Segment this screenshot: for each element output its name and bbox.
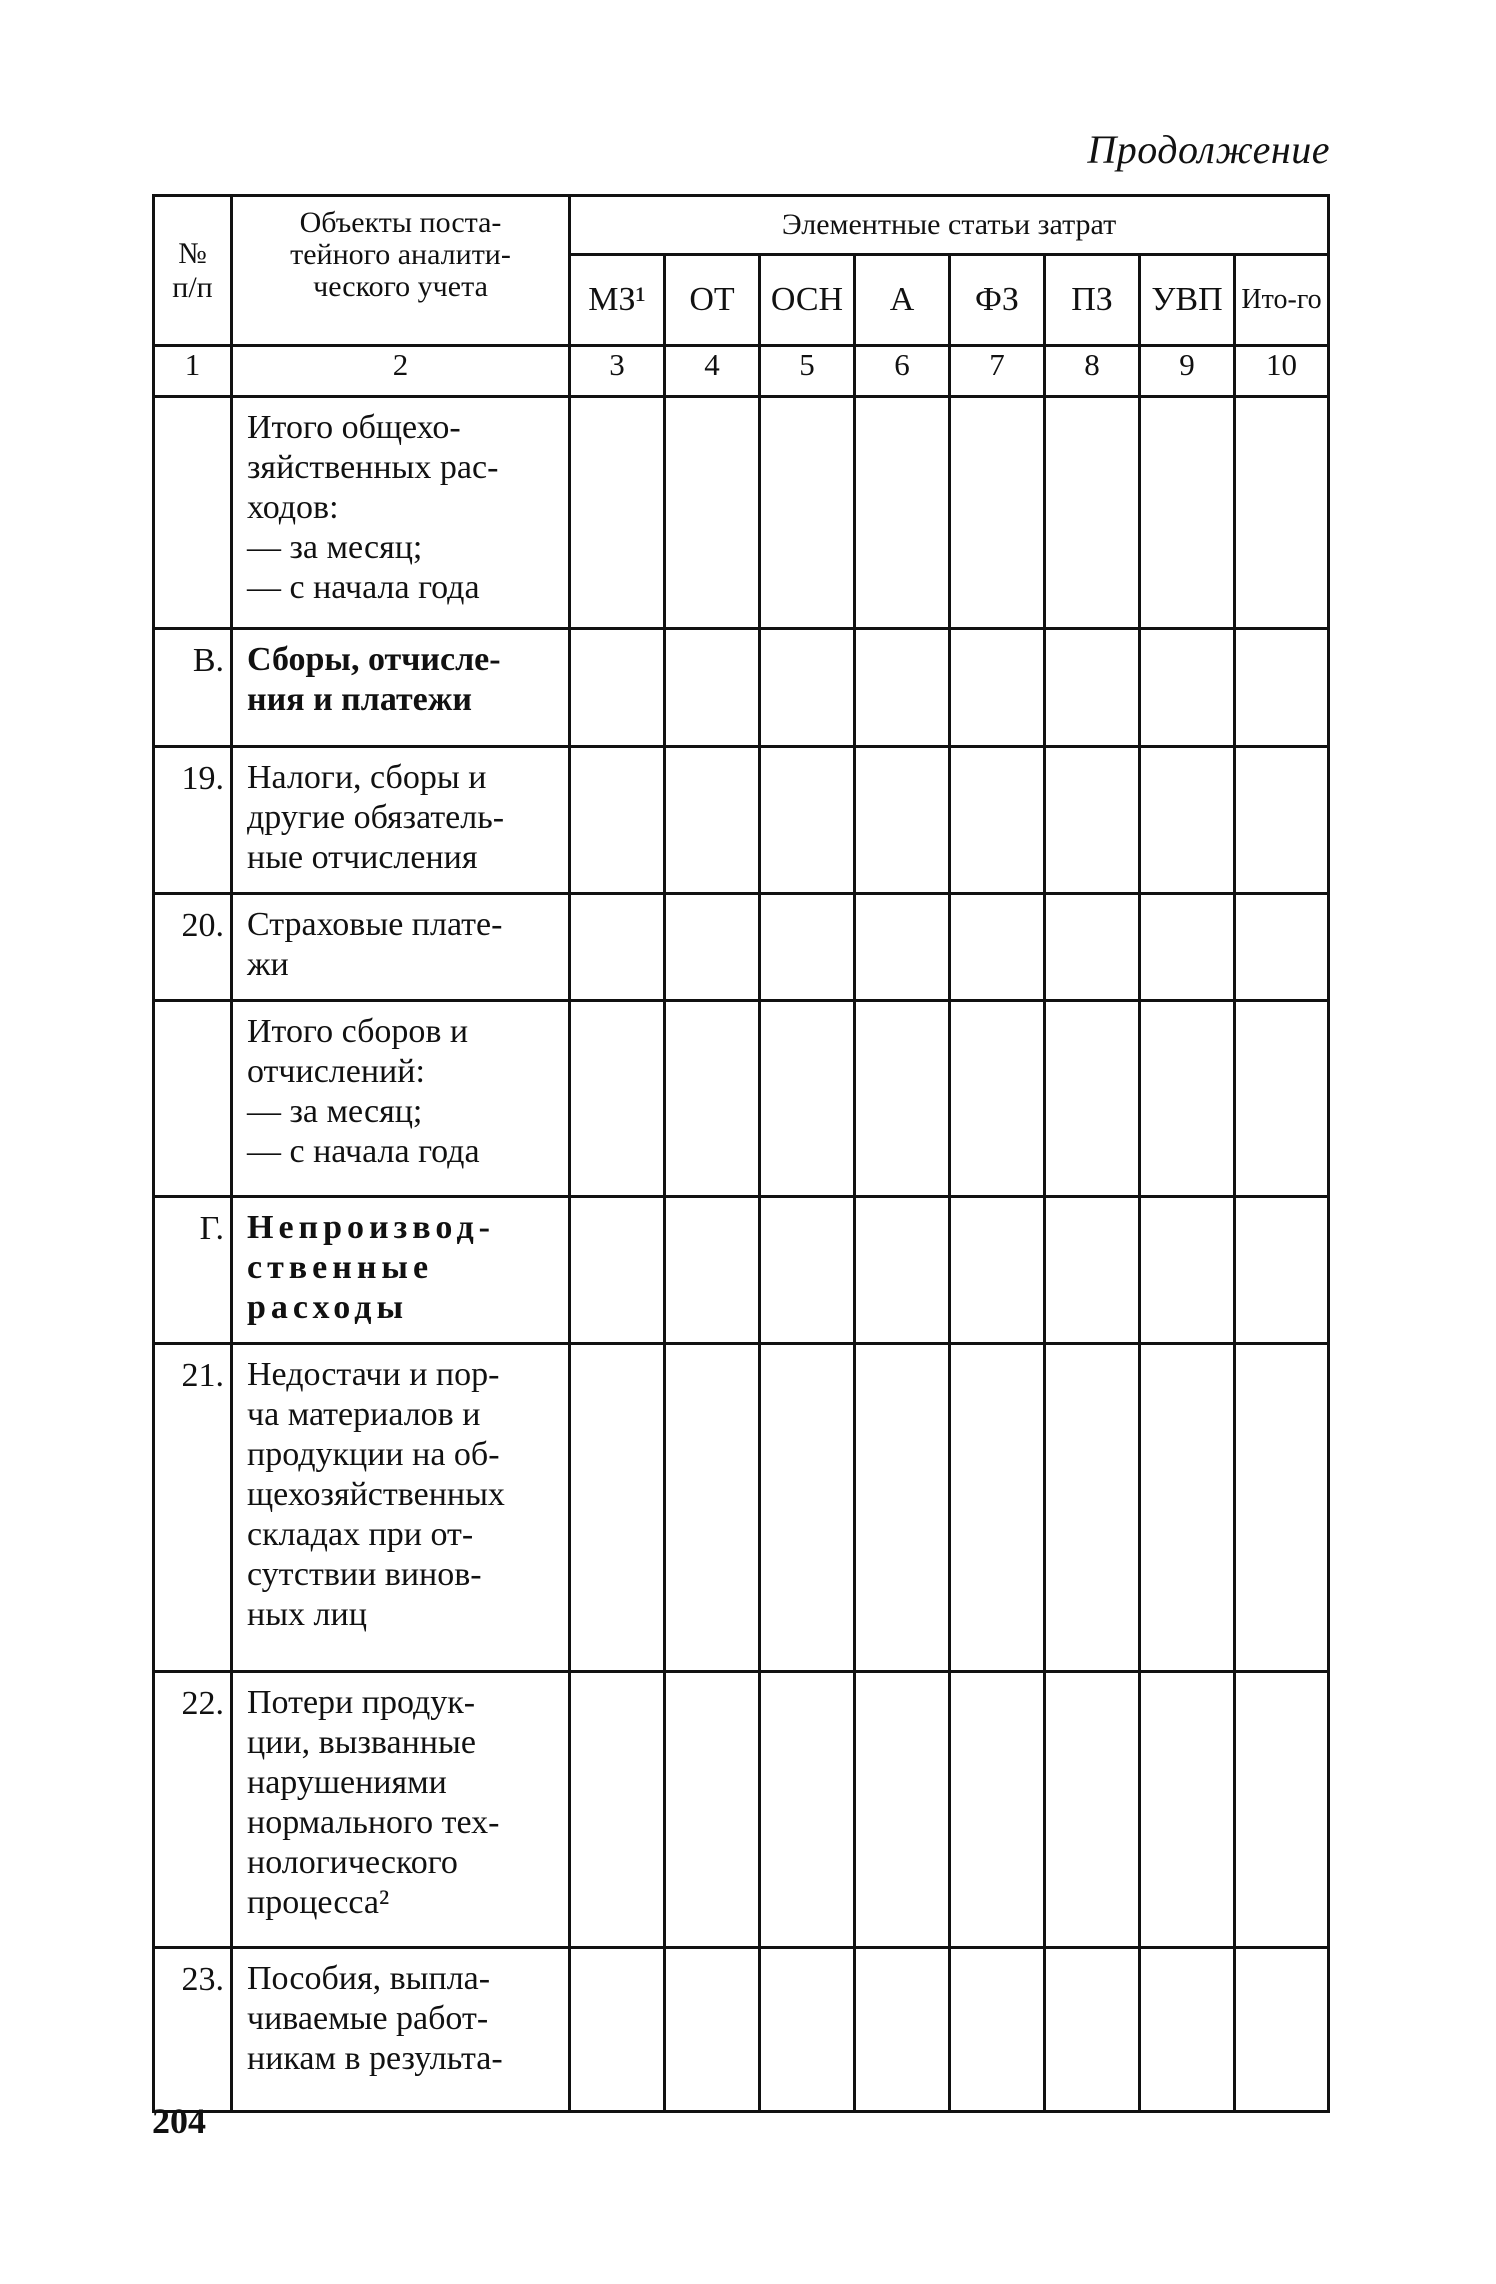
cost-cell: [760, 894, 855, 1001]
cost-cell: [1140, 747, 1235, 894]
cost-cell: [665, 629, 760, 747]
table-row: [154, 1948, 1329, 2112]
row-number: 19.: [154, 747, 232, 894]
cost-cell: [1045, 1197, 1140, 1344]
cost-cell: [1235, 1001, 1329, 1197]
cost-cell: [1140, 1197, 1235, 1344]
row-object: [232, 1672, 570, 1948]
cost-cell: [855, 747, 950, 894]
row-object: [232, 747, 570, 894]
cost-cell: [950, 894, 1045, 1001]
header-row-number: № п/п: [154, 196, 232, 346]
table-row: [154, 1001, 1329, 1197]
header-code: ПЗ: [1045, 255, 1140, 346]
object-line: Итого сборов и: [247, 1013, 469, 1050]
object-line: Страховые плате-: [247, 906, 503, 943]
cost-cell: [1140, 629, 1235, 747]
continuation-label: Продолжение: [1087, 127, 1330, 172]
section-heading: [232, 629, 570, 747]
object-line: Потери продук-: [247, 1684, 476, 1721]
cost-cell: [1140, 1672, 1235, 1948]
object-line: Недостачи и пор-: [247, 1356, 500, 1393]
object-line: Итого общехо-: [247, 409, 461, 446]
header-code: МЗ¹: [570, 255, 665, 346]
header-code: ФЗ: [950, 255, 1045, 346]
object-line: ственные расходы: [247, 1249, 434, 1326]
page-number: 204: [152, 2101, 206, 2141]
cost-cell: [1045, 1001, 1140, 1197]
column-number: 2: [232, 346, 570, 397]
cost-cell: [570, 629, 665, 747]
object-line: другие обязатель-: [247, 799, 505, 836]
section-heading: [232, 1197, 570, 1344]
cost-cell: [665, 1948, 760, 2112]
header-code: ОСН: [760, 255, 855, 346]
cost-cell: [855, 1672, 950, 1948]
cost-cell: [1235, 397, 1329, 629]
row-number: [154, 1001, 232, 1197]
cost-cell: [855, 1948, 950, 2112]
cost-cell: [1235, 1197, 1329, 1344]
cost-cell: [1140, 1344, 1235, 1672]
cost-cell: [1045, 894, 1140, 1001]
object-line: чиваемые работ-: [247, 2000, 489, 2037]
column-number: 6: [855, 346, 950, 397]
cost-cell: [950, 629, 1045, 747]
cost-cell: [1045, 629, 1140, 747]
cost-cell: [570, 747, 665, 894]
object-line: нологического: [247, 1844, 458, 1881]
header-cost-elements: Элементные статьи затрат: [570, 196, 1329, 255]
cost-cell: [760, 1344, 855, 1672]
cost-cell: [1045, 747, 1140, 894]
column-number: 8: [1045, 346, 1140, 397]
object-line: щехозяйственных: [247, 1476, 505, 1513]
cost-cell: [665, 894, 760, 1001]
object-line: складах при от-: [247, 1516, 474, 1553]
cost-cell: [1045, 1948, 1140, 2112]
row-number: [154, 397, 232, 629]
cost-cell: [1235, 629, 1329, 747]
object-line: сутствии винов-: [247, 1556, 482, 1593]
cost-cell: [760, 397, 855, 629]
object-line: продукции на об-: [247, 1436, 500, 1473]
header-code: А: [855, 255, 950, 346]
cost-accounting-table: [152, 194, 1330, 2113]
object-line: зяйственных рас-: [247, 449, 499, 486]
cost-cell: [1045, 1344, 1140, 1672]
cost-cell: [855, 1344, 950, 1672]
cost-cell: [570, 1948, 665, 2112]
table-row: [154, 1197, 1329, 1344]
cost-cell: [1140, 1948, 1235, 2112]
object-line: — с начала года: [247, 569, 480, 606]
table-row: [154, 747, 1329, 894]
object-line: Налоги, сборы и: [247, 759, 487, 796]
object-line: никам в результа-: [247, 2040, 503, 2077]
cost-cell: [665, 1197, 760, 1344]
cost-cell: [855, 894, 950, 1001]
object-line: ча материалов и: [247, 1396, 481, 1433]
cost-cell: [1235, 1344, 1329, 1672]
row-object: [232, 1344, 570, 1672]
cost-cell: [760, 1672, 855, 1948]
cost-cell: [855, 629, 950, 747]
object-line: ные отчисления: [247, 839, 478, 876]
cost-cell: [665, 1344, 760, 1672]
cost-cell: [570, 1672, 665, 1948]
object-line: процесса²: [247, 1884, 390, 1921]
object-line: ции, вызванные: [247, 1724, 476, 1761]
column-numbers-row: [154, 346, 1329, 397]
row-number: 23.: [154, 1948, 232, 2112]
table-row: [154, 397, 1329, 629]
cost-cell: [950, 1948, 1045, 2112]
cost-cell: [950, 747, 1045, 894]
cost-cell: [665, 1001, 760, 1197]
row-object: [232, 1948, 570, 2112]
cost-cell: [1140, 894, 1235, 1001]
object-line: — с начала года: [247, 1133, 480, 1170]
column-number: 1: [154, 346, 232, 397]
cost-cell: [760, 1948, 855, 2112]
object-line: Пособия, выпла-: [247, 1960, 491, 1997]
object-line: Непроизвод-: [247, 1209, 495, 1246]
cost-cell: [1235, 1948, 1329, 2112]
object-line: нормального тех-: [247, 1804, 500, 1841]
cost-cell: [1140, 1001, 1235, 1197]
row-object: [232, 894, 570, 1001]
cost-cell: [570, 397, 665, 629]
cost-cell: [950, 1001, 1045, 1197]
cost-cell: [950, 1197, 1045, 1344]
object-line: — за месяц;: [247, 529, 423, 566]
row-object: [232, 1001, 570, 1197]
table-row: [154, 894, 1329, 1001]
table-row: [154, 1344, 1329, 1672]
object-line: жи: [247, 946, 289, 983]
column-number: 4: [665, 346, 760, 397]
cost-cell: [950, 1344, 1045, 1672]
table-row: [154, 1672, 1329, 1948]
cost-cell: [1045, 1672, 1140, 1948]
cost-cell: [1045, 397, 1140, 629]
object-line: ния и платежи: [247, 681, 472, 718]
cost-cell: [570, 894, 665, 1001]
column-number: 7: [950, 346, 1045, 397]
cost-cell: [1140, 397, 1235, 629]
row-object: [232, 397, 570, 629]
cost-cell: [760, 1001, 855, 1197]
cost-cell: [570, 1344, 665, 1672]
cost-cell: [665, 397, 760, 629]
cost-cell: [950, 1672, 1045, 1948]
cost-cell: [570, 1001, 665, 1197]
cost-cell: [760, 629, 855, 747]
column-number: 3: [570, 346, 665, 397]
cost-cell: [1235, 894, 1329, 1001]
cost-cell: [1235, 747, 1329, 894]
object-line: Сборы, отчисле-: [247, 641, 501, 678]
cost-cell: [1235, 1672, 1329, 1948]
object-line: нарушениями: [247, 1764, 447, 1801]
cost-cell: [760, 747, 855, 894]
cost-cell: [665, 1672, 760, 1948]
column-number: 5: [760, 346, 855, 397]
cost-cell: [570, 1197, 665, 1344]
column-number: 10: [1235, 346, 1329, 397]
header-code: ОТ: [665, 255, 760, 346]
cost-cell: [665, 747, 760, 894]
row-number: Г.: [154, 1197, 232, 1344]
object-line: ных лиц: [247, 1596, 367, 1633]
cost-cell: [950, 397, 1045, 629]
object-line: — за месяц;: [247, 1093, 423, 1130]
object-line: ходов:: [247, 489, 339, 526]
cost-cell: [855, 1197, 950, 1344]
row-number: 22.: [154, 1672, 232, 1948]
column-number: 9: [1140, 346, 1235, 397]
cost-cell: [855, 397, 950, 629]
object-line: отчислений:: [247, 1053, 425, 1090]
row-number: 20.: [154, 894, 232, 1001]
header-objects: Объекты поста- тейного аналити- ческого учета: [232, 196, 570, 346]
cost-cell: [760, 1197, 855, 1344]
table-row: [154, 629, 1329, 747]
row-number: В.: [154, 629, 232, 747]
cost-cell: [855, 1001, 950, 1197]
header-code-total: Ито-го: [1235, 255, 1329, 346]
row-number: 21.: [154, 1344, 232, 1672]
header-code: УВП: [1140, 255, 1235, 346]
